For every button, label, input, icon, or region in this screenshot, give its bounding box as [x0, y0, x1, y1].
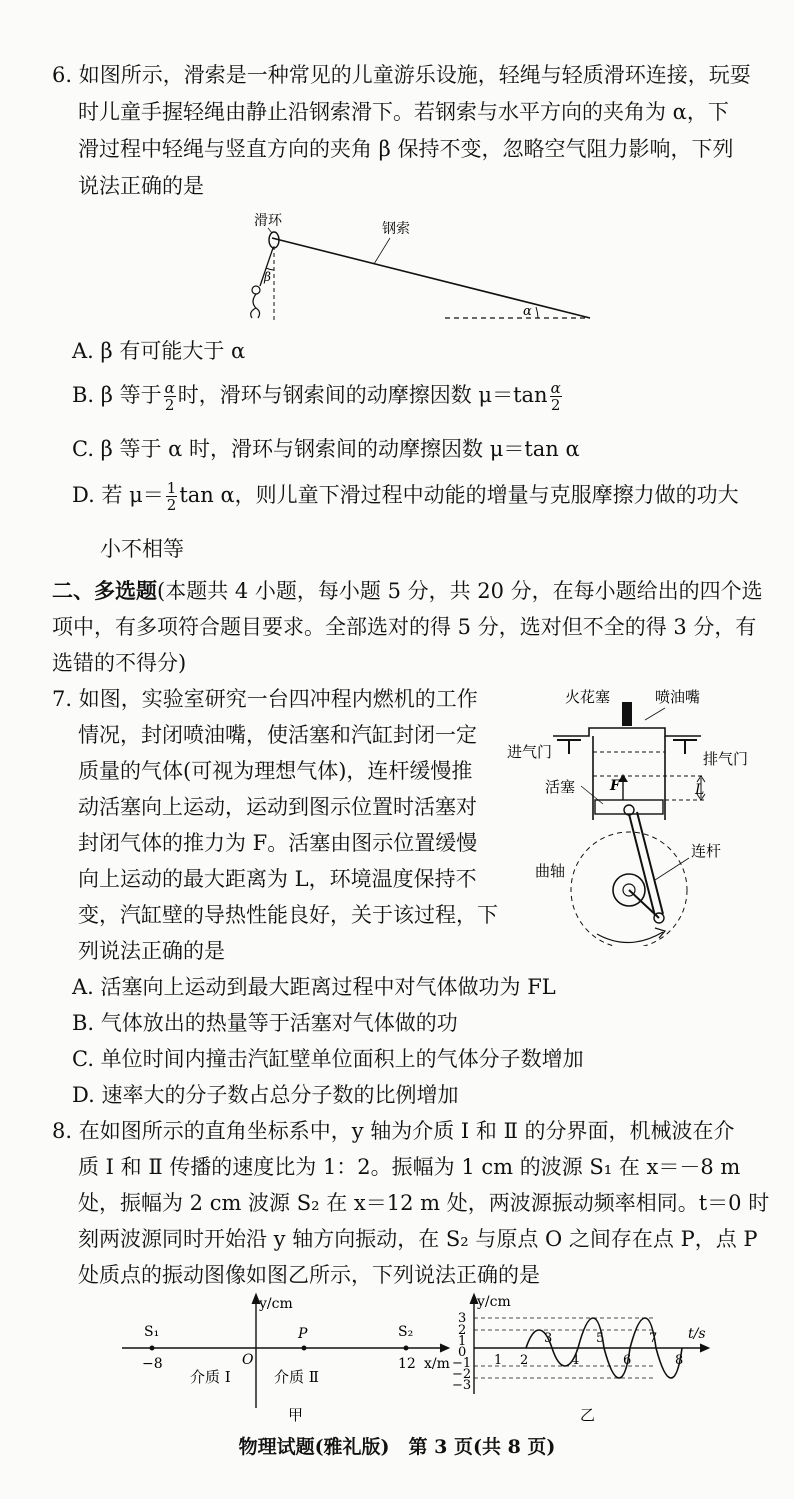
figure-jia-caption: 甲 [288, 1406, 304, 1424]
q8-line-3: 处，振幅为 2 cm 波源 S₂ 在 x＝12 m 处，两波源振动频率相同。t＝0 时 [78, 1191, 770, 1215]
q7-line-7: 变，汽缸壁的导热性能良好，关于该过程，下 [78, 903, 498, 927]
origin-label: O [242, 1352, 254, 1368]
ring-label: 滑环 [254, 213, 282, 229]
figure-yi-caption: 乙 [580, 1406, 596, 1424]
distance-label: L [695, 782, 705, 798]
figure-jia [118, 1290, 458, 1428]
source-s2-label: S₂ [398, 1324, 414, 1340]
source-s2-dot [404, 1346, 409, 1351]
t-tick: 2 [520, 1353, 529, 1368]
y-tick: −1 [452, 1356, 472, 1371]
medium-2-label: 介质 Ⅱ [274, 1368, 319, 1386]
intake-valve-icon [557, 740, 581, 754]
q8-line-1: 8. 在如图所示的直角坐标系中，y 轴为介质 Ⅰ 和 Ⅱ 的分界面，机械波在介 [52, 1119, 735, 1143]
exhaust-valve-icon [673, 740, 697, 754]
q6-line-2: 时儿童手握轻绳由静止沿钢索滑下。若钢索与水平方向的夹角为 α，下 [78, 100, 729, 124]
t-tick: 3 [544, 1331, 553, 1346]
crankshaft-label: 曲轴 [535, 862, 566, 880]
x-tick-neg8: −8 [142, 1356, 163, 1372]
q6-line-4: 说法正确的是 [78, 174, 204, 198]
force-label: F [610, 778, 620, 794]
t-tick: 7 [649, 1331, 658, 1346]
child-figure [251, 286, 260, 318]
exhaust-valve-label: 排气门 [703, 750, 749, 768]
source-s1-dot [150, 1346, 155, 1351]
point-p-label: P [298, 1326, 308, 1342]
q7-line-2: 情况，封闭喷油嘴，使活塞和汽缸封闭一定 [78, 723, 477, 747]
y-tick: 0 [458, 1345, 467, 1360]
q6-option-d: D. 若 μ＝ $\frac{1}{2}$ tan α，则儿童下滑过程中动能的增量与克服摩擦力做的功大 [72, 479, 739, 514]
q8-line-4: 刻两波源同时开始沿 y 轴方向振动，在 S₂ 与原点 O 之间存在点 P，点 P [78, 1227, 758, 1251]
t-tick: 6 [623, 1353, 632, 1368]
t-axis-label: t/s [688, 1326, 706, 1342]
t-tick: 5 [596, 1331, 605, 1346]
y-axis-label: y/cm [259, 1296, 293, 1312]
zipline-figure [240, 208, 600, 326]
x-axis-label: x/m [424, 1356, 450, 1372]
q7-line-6: 向上运动的最大距离为 L，环境温度保持不 [78, 867, 477, 891]
q7-option-a: A. 活塞向上运动到最大距离过程中对气体做功为 FL [72, 975, 556, 999]
q6-option-d-continued: 小不相等 [100, 537, 184, 561]
y-tick: 1 [458, 1334, 467, 1349]
t-tick: 4 [571, 1353, 580, 1368]
injector-label: 喷油嘴 [655, 688, 701, 706]
x-tick-12: 12 [398, 1356, 416, 1372]
rotation-arrow-icon [655, 928, 665, 938]
spark-plug-label: 火花塞 [565, 688, 611, 706]
q7-line-8: 列说法正确的是 [78, 939, 225, 963]
section2-line-2: 项中，有多项符合题目要求。全部选对的得 5 分，选对但不全的得 3 分，有 [52, 615, 757, 639]
q7-line-5: 封闭气体的推力为 F。活塞由图示位置缓慢 [78, 831, 478, 855]
beta-label: β [264, 270, 271, 284]
section2-line-3: 选错的不得分) [52, 651, 187, 675]
intake-valve-label: 进气门 [507, 743, 553, 761]
q7-line-3: 质量的气体(可视为理想气体)，连杆缓慢推 [78, 759, 473, 783]
connecting-rod-label: 连杆 [691, 842, 722, 860]
t-tick: 1 [494, 1353, 503, 1368]
q6-line-1: 6. 如图所示，滑索是一种常见的儿童游乐设施，轻绳与轻质滑环连接，玩耍 [52, 63, 751, 87]
cylinder-head [553, 728, 701, 736]
spark-plug-icon [622, 702, 632, 726]
q7-option-d: D. 速率大的分子数占总分子数的比例增加 [72, 1083, 459, 1107]
y-tick: −3 [452, 1378, 472, 1393]
crank-path [571, 832, 687, 946]
y-tick-labels [452, 1311, 471, 1393]
q8-line-5: 处质点的振动图像如图乙所示，下列说法正确的是 [78, 1263, 540, 1287]
y-tick: 3 [458, 1311, 467, 1326]
piston [595, 800, 663, 814]
q7-line-1: 7. 如图，实验室研究一台四冲程内燃机的工作 [52, 687, 478, 711]
q6-line-3: 滑过程中轻绳与竖直方向的夹角 β 保持不变，忽略空气阻力影响，下列 [78, 137, 734, 161]
y-tick: 2 [458, 1323, 467, 1338]
q7-line-4: 动活塞向上运动，运动到图示位置时活塞对 [78, 795, 477, 819]
cable-label: 钢索 [382, 221, 410, 237]
point-p-dot [302, 1346, 307, 1351]
y-tick: −2 [452, 1367, 472, 1382]
q6-option-c: C. β 等于 α 时，滑环与钢索间的动摩擦因数 μ＝tan α [72, 437, 580, 461]
section2-line-1: 二、多选题(本题共 4 小题，每小题 5 分，共 20 分，在每小题给出的四个选 [52, 578, 763, 603]
engine-figure [505, 680, 770, 946]
figure-yi [446, 1290, 716, 1428]
alpha-arc [536, 307, 538, 318]
source-s1-label: S₁ [144, 1324, 160, 1340]
q8-line-2: 质 Ⅰ 和 Ⅱ 传播的速度比为 1：2。振幅为 1 cm 的波源 S₁ 在 x＝－8 m [78, 1155, 741, 1179]
q7-option-b: B. 气体放出的热量等于活塞对气体做的功 [72, 1011, 458, 1035]
y-axis-label: y/cm [477, 1294, 511, 1310]
piston-label: 活塞 [545, 778, 576, 796]
medium-1-label: 介质 Ⅰ [190, 1368, 231, 1386]
section2-title: 二、多选题 [52, 578, 157, 603]
steel-cable [272, 238, 590, 318]
t-tick: 8 [675, 1353, 684, 1368]
alpha-label: α [523, 304, 532, 319]
page-footer: 物理试题(雅礼版) 第 3 页(共 8 页) [238, 1436, 556, 1458]
q6-option-a: A. β 有可能大于 α [72, 339, 246, 363]
q7-option-c: C. 单位时间内撞击汽缸壁单位面积上的气体分子数增加 [72, 1047, 584, 1071]
q6-option-b: B. β 等于 $\frac{\alpha}{2}$ 时，滑环与钢索间的动摩擦因数 μ＝tan $\frac{\alpha}{2}$ [72, 379, 561, 414]
